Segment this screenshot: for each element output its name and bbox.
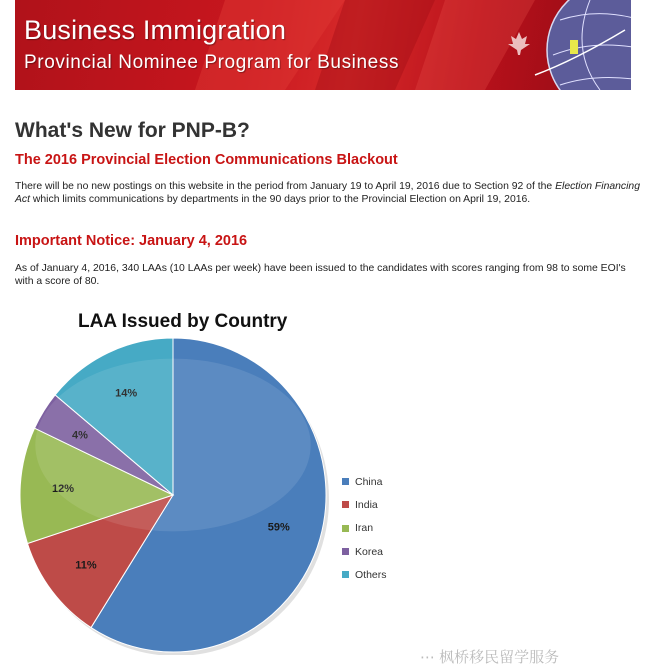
blackout-text-end: which limits communications by departments in the 90 days prior to the Provincial Election on April 19, 2016. [30,194,531,205]
legend-swatch [342,548,349,555]
act-name: Election Financing Act [15,181,640,205]
legend-item-iran [342,517,387,540]
legend-swatch [342,501,349,508]
blackout-text-start: There will be no new postings on this website in the period from January 19 to April 19, 2016 due to Section 92 of the [15,181,556,192]
watermark: ⋯ 枫桥移民留学服务 [420,649,560,666]
legend-label: India [355,498,378,511]
pie-label-korea: 4% [72,429,88,442]
legend-item-china [342,470,387,493]
pie-label-china: 59% [267,521,290,534]
legend-item-korea [342,540,387,563]
legend-swatch [342,571,349,578]
banner-title: Business Immigration [24,15,287,45]
pie-label-iran: 12% [52,482,75,495]
chart-title: LAA Issued by Country [78,311,288,332]
banner-subtitle: Provincial Nominee Program for Business [24,52,400,73]
legend-label: China [355,475,383,488]
legend-label: Korea [355,545,384,558]
legend-item-india [342,493,387,516]
pie-highlight [35,359,310,532]
legend-label: Others [355,568,387,581]
section-text-blackout [15,180,641,206]
section-heading-notice: Important Notice: January 4, 2016 [15,233,248,249]
globe-icon [535,0,631,90]
chart-legend [342,470,387,586]
pie-chart [0,335,340,655]
legend-label: Iran [355,522,374,535]
pie-label-india: 11% [75,559,97,572]
header-banner [15,0,631,90]
section-heading-blackout: The 2016 Provincial Election Communications Blackout [15,152,398,168]
pie-label-others: 14% [115,387,138,400]
legend-swatch [342,478,349,485]
page-title: What's New for PNP-B? [15,119,250,142]
legend-item-others [342,563,387,586]
legend-swatch [342,525,349,532]
section-text-notice: As of January 4, 2016, 340 LAAs (10 LAAs per week) have been issued to the candidates with scores ranging from 98 to some EOI's with a score of 80. [15,263,626,287]
